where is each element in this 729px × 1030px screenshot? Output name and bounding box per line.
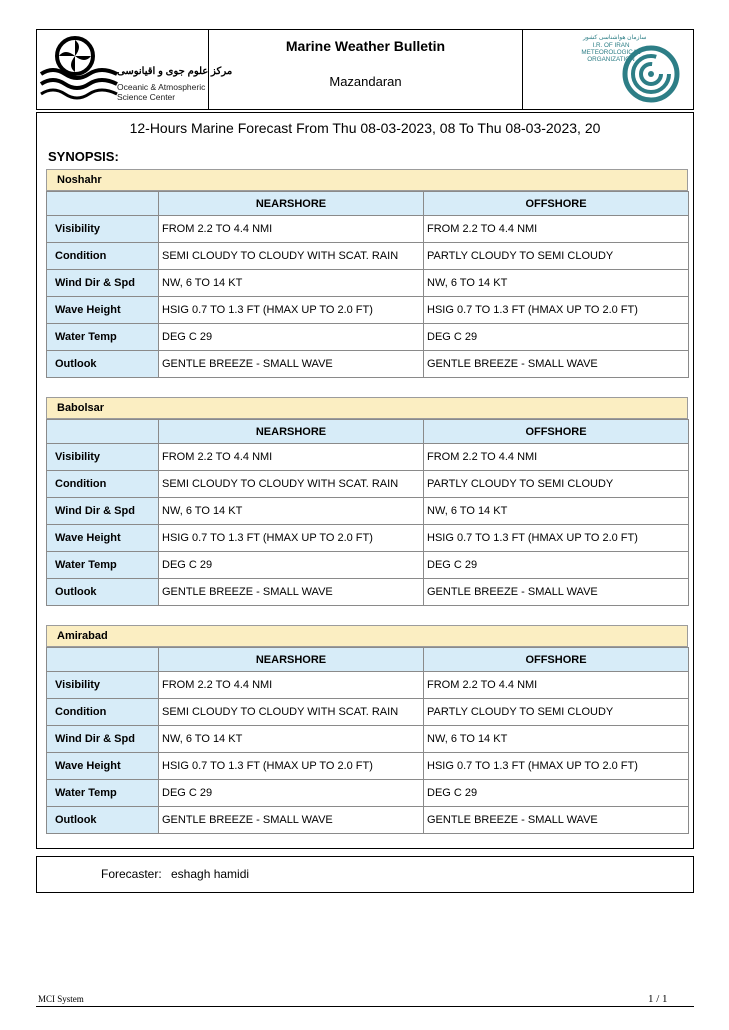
row-label: Wind Dir & Spd (47, 498, 159, 525)
table-row (47, 498, 689, 525)
row-label: Condition (47, 471, 159, 498)
table-row (47, 471, 689, 498)
page-number: 1 / 1 (648, 993, 668, 1005)
table-row (47, 699, 689, 726)
row-label: Water Temp (47, 552, 159, 579)
offshore-cell: FROM 2.2 TO 4.4 NMI (424, 672, 689, 699)
offshore-cell: PARTLY CLOUDY TO SEMI CLOUDY (424, 243, 689, 270)
offshore-cell: GENTLE BREEZE - SMALL WAVE (424, 351, 689, 378)
offshore-header: OFFSHORE (424, 648, 689, 672)
oasc-logo-cell (37, 30, 233, 109)
nearshore-cell: GENTLE BREEZE - SMALL WAVE (159, 351, 424, 378)
forecast-title: 12-Hours Marine Forecast From Thu 08-03-2023, 08 To Thu 08-03-2023, 20 (129, 120, 601, 136)
offshore-header: OFFSHORE (424, 192, 689, 216)
header-blank-cell (47, 192, 159, 216)
table-row (47, 270, 689, 297)
nearshore-header: NEARSHORE (159, 648, 424, 672)
row-label: Visibility (47, 216, 159, 243)
row-label: Wave Height (47, 525, 159, 552)
station-forecast-table (46, 419, 689, 606)
forecaster-label: Forecaster: (101, 867, 162, 881)
irimo-name-en-line3: ORGANIZATION (587, 56, 635, 63)
offshore-cell: NW, 6 TO 14 KT (424, 498, 689, 525)
station-name: Noshahr (46, 169, 688, 191)
nearshore-cell: FROM 2.2 TO 4.4 NMI (159, 672, 424, 699)
row-label: Outlook (47, 579, 159, 606)
offshore-cell: FROM 2.2 TO 4.4 NMI (424, 444, 689, 471)
nearshore-cell: SEMI CLOUDY TO CLOUDY WITH SCAT. RAIN (159, 471, 424, 498)
nearshore-cell: FROM 2.2 TO 4.4 NMI (159, 444, 424, 471)
station-block-noshahr (46, 169, 688, 378)
forecaster-box (36, 856, 694, 893)
province-name: Mazandaran (329, 74, 402, 89)
forecast-panel (36, 112, 694, 849)
offshore-cell: PARTLY CLOUDY TO SEMI CLOUDY (424, 471, 689, 498)
oasc-name-fa: مرکز علوم جوی و اقیانوسی (117, 66, 233, 77)
station-forecast-table (46, 647, 689, 834)
nearshore-cell: DEG C 29 (159, 780, 424, 807)
nearshore-cell: GENTLE BREEZE - SMALL WAVE (159, 807, 424, 834)
row-label: Condition (47, 243, 159, 270)
nearshore-cell: DEG C 29 (159, 552, 424, 579)
row-label: Wind Dir & Spd (47, 270, 159, 297)
station-block-amirabad (46, 625, 688, 834)
header-title-cell (209, 30, 523, 109)
nearshore-cell: SEMI CLOUDY TO CLOUDY WITH SCAT. RAIN (159, 243, 424, 270)
irimo-logo-cell (523, 30, 693, 109)
nearshore-header: NEARSHORE (159, 192, 424, 216)
offshore-cell: HSIG 0.7 TO 1.3 FT (HMAX UP TO 2.0 FT) (424, 525, 689, 552)
irimo-name-fa: سازمان هواشناسی کشور (583, 35, 647, 41)
row-label: Water Temp (47, 324, 159, 351)
row-label: Wave Height (47, 297, 159, 324)
offshore-cell: HSIG 0.7 TO 1.3 FT (HMAX UP TO 2.0 FT) (424, 297, 689, 324)
station-name: Amirabad (46, 625, 688, 647)
offshore-cell: NW, 6 TO 14 KT (424, 726, 689, 753)
offshore-cell: GENTLE BREEZE - SMALL WAVE (424, 579, 689, 606)
table-row (47, 216, 689, 243)
nearshore-cell: HSIG 0.7 TO 1.3 FT (HMAX UP TO 2.0 FT) (159, 753, 424, 780)
table-row (47, 726, 689, 753)
row-label: Wind Dir & Spd (47, 726, 159, 753)
oasc-name-en-line1: Oceanic & Atmospheric (117, 82, 206, 92)
row-label: Water Temp (47, 780, 159, 807)
table-row (47, 444, 689, 471)
station-forecast-table (46, 191, 689, 378)
offshore-cell: GENTLE BREEZE - SMALL WAVE (424, 807, 689, 834)
irimo-name-en-line1: I.R. OF IRAN (592, 42, 630, 49)
row-label: Wave Height (47, 753, 159, 780)
table-row (47, 324, 689, 351)
row-label: Outlook (47, 351, 159, 378)
table-row (47, 297, 689, 324)
irimo-name-en-line2: METEOROLOGICAL (581, 49, 641, 56)
station-block-babolsar (46, 397, 688, 606)
table-header-row (47, 192, 689, 216)
irimo-spiral-icon (621, 44, 681, 104)
forecaster-name: eshagh hamidi (171, 867, 250, 881)
system-name: MCI System (38, 994, 84, 1004)
offshore-header: OFFSHORE (424, 420, 689, 444)
footer-divider (36, 1006, 694, 1007)
nearshore-cell: GENTLE BREEZE - SMALL WAVE (159, 579, 424, 606)
offshore-cell: DEG C 29 (424, 324, 689, 351)
offshore-cell: DEG C 29 (424, 552, 689, 579)
offshore-cell: NW, 6 TO 14 KT (424, 270, 689, 297)
nearshore-cell: NW, 6 TO 14 KT (159, 270, 424, 297)
nearshore-cell: DEG C 29 (159, 324, 424, 351)
table-header-row (47, 420, 689, 444)
offshore-cell: PARTLY CLOUDY TO SEMI CLOUDY (424, 699, 689, 726)
station-name: Babolsar (46, 397, 688, 419)
table-row (47, 780, 689, 807)
row-label: Visibility (47, 672, 159, 699)
table-row (47, 753, 689, 780)
nearshore-cell: FROM 2.2 TO 4.4 NMI (159, 216, 424, 243)
nearshore-header: NEARSHORE (159, 420, 424, 444)
table-header-row (47, 648, 689, 672)
header-blank-cell (47, 648, 159, 672)
oasc-logo-icon (39, 34, 119, 100)
table-row (47, 807, 689, 834)
nearshore-cell: HSIG 0.7 TO 1.3 FT (HMAX UP TO 2.0 FT) (159, 297, 424, 324)
header-blank-cell (47, 420, 159, 444)
nearshore-cell: HSIG 0.7 TO 1.3 FT (HMAX UP TO 2.0 FT) (159, 525, 424, 552)
synopsis-label: SYNOPSIS: (48, 149, 119, 164)
nearshore-cell: SEMI CLOUDY TO CLOUDY WITH SCAT. RAIN (159, 699, 424, 726)
nearshore-cell: NW, 6 TO 14 KT (159, 498, 424, 525)
table-row (47, 525, 689, 552)
table-row (47, 243, 689, 270)
row-label: Condition (47, 699, 159, 726)
table-row (47, 351, 689, 378)
offshore-cell: FROM 2.2 TO 4.4 NMI (424, 216, 689, 243)
offshore-cell: HSIG 0.7 TO 1.3 FT (HMAX UP TO 2.0 FT) (424, 753, 689, 780)
bulletin-title: Marine Weather Bulletin (285, 38, 446, 54)
offshore-cell: DEG C 29 (424, 780, 689, 807)
table-row (47, 672, 689, 699)
nearshore-cell: NW, 6 TO 14 KT (159, 726, 424, 753)
table-row (47, 552, 689, 579)
table-row (47, 579, 689, 606)
row-label: Visibility (47, 444, 159, 471)
oasc-name-en-line2: Science Center (117, 92, 176, 102)
row-label: Outlook (47, 807, 159, 834)
bulletin-header (36, 29, 694, 110)
